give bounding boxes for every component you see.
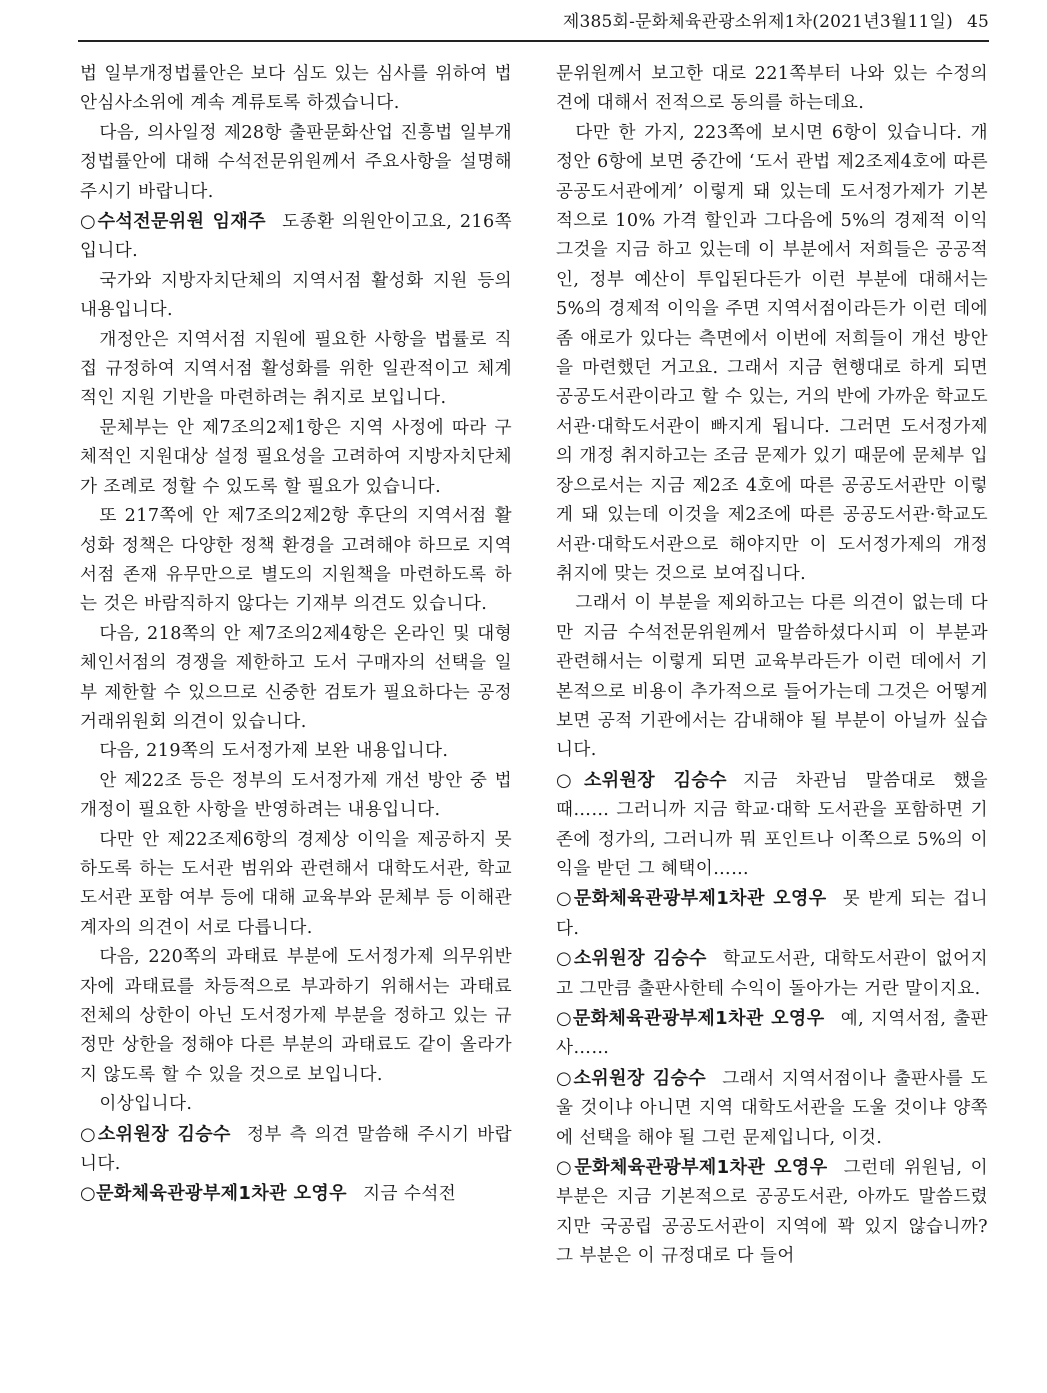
speech-paragraph bbox=[556, 1064, 988, 1153]
speech-paragraph bbox=[80, 1120, 512, 1180]
speech-text: 예, 지역서점, 출판사…… bbox=[556, 1009, 988, 1059]
speaker-name: ○문화체육관광부제1차관 오영우 bbox=[556, 1008, 825, 1029]
speech-text: 지금 차관님 말씀대로 했을 때…… 그러니까 지금 학교·대학 도서관을 포함하면 기존에 정가의, 그러니까 뭐 포인트나 이쪽으로 5%의 이익을 받던 그 혜택이…… bbox=[556, 770, 988, 879]
body-paragraph: 다음, 220쪽의 과태료 부분에 도서정가제 의무위반자에 과태료를 차등적으로 부과하기 위해서는 과태료 전체의 상한이 아닌 도서정가제 부분을 정하고 있는 규정만 상한을 정해야 다른 부분의 과태료도 같이 올라가지 않도록 할 수 있을 것으로 보입니다. bbox=[80, 947, 512, 1085]
speaker-name: ○문화체육관광부제1차관 오영우 bbox=[556, 888, 827, 910]
body-paragraph: 다만 한 가지, 223쪽에 보시면 6항이 있습니다. 개정안 6항에 보면 중간에 ‘도서 관법 제2조제4호에 따른 공공도서관에게’ 이렇게 돼 있는데 도서정가제가 기본적으로 10% 가격 할인과 그다음에 5%의 경제적 이익 그것을 지금 하고 있는데 이 부분에서 저희들은 공공적인, 정부 예산이 투입된다든가 이런 부분에 대해서는 5%의 경제적 이익을 주면 지역서점이라든가 이런 데에 좀 애로가 있다는 측면에서 이번에 저희들이 개선 방안을 마련했던 거고요. 그래서 지금 현행대로 하게 되면 공공도서관이라고 할 수 있는, 거의 반에 가까운 학교도서관·대학도서관이 빠지게 됩니다. 그러면 도서정가제의 개정 취지하고는 조금 문제가 있기 때문에 문체부 입장으로서는 지금 제2조 4호에 따른 공공도서관만 이렇게 돼 있는데 이것을 제2조에 따른 공공도서관·학교도서관·대학도서관으로 해야지만 이 도서정가제의 개정 취지에 맞는 것으로 보여집니다. bbox=[556, 122, 988, 584]
right-column bbox=[556, 60, 988, 1272]
speaker-name: ○문화체육관광부제1차관 오영우 bbox=[556, 1157, 828, 1179]
speech-text: 그래서 지역서점이나 출판사를 도울 것이냐 아니면 지역 대학도서관을 도울 것이냐 양쪽에 선택을 해야 될 그런 문제입니다, 이것. bbox=[556, 1068, 988, 1148]
body-paragraph: 그래서 이 부분을 제외하고는 다른 의견이 없는데 다만 지금 수석전문위원께서 말씀하셨다시피 이 부분과 관련해서는 이렇게 되면 교육부라든가 이런 데에서 기본적으로 비용이 추가적으로 들어가는데 그것은 어떻게 보면 공적 기관에서는 감내해야 될 부분이 아닐까 싶습니다. bbox=[556, 593, 988, 761]
speech-paragraph bbox=[556, 944, 988, 1004]
page-header bbox=[78, 8, 989, 42]
speaker-name: ○문화체육관광부제1차관 오영우 bbox=[80, 1183, 347, 1205]
body-paragraph: 또 217쪽에 안 제7조의2제2항 후단의 지역서점 활성화 정책은 다양한 정책 환경을 고려해야 하므로 지역서점 존재 유무만으로 별도의 지원책을 마련하도록 하는 것은 바람직하지 않다는 기재부 의견도 있습니다. bbox=[80, 506, 512, 615]
speaker-name: ○소위원장 김승수 bbox=[80, 1123, 231, 1145]
speech-text: 도종환 의원안이고요, 216쪽입니다. bbox=[80, 212, 512, 262]
speech-text: 지금 수석전 bbox=[363, 1184, 457, 1205]
body-paragraph: 국가와 지방자치단체의 지역서점 활성화 지원 등의 내용입니다. bbox=[80, 270, 512, 321]
body-paragraph: 문체부는 안 제7조의2제1항은 지역 사정에 따라 구체적인 지원대상 설정 필요성을 고려하여 지방자치단체가 조례로 정할 수 있도록 할 필요가 있습니다. bbox=[80, 417, 512, 497]
speech-text: 못 받게 되는 겁니다. bbox=[556, 889, 988, 939]
body-paragraph: 법 일부개정법률안은 보다 심도 있는 심사를 위하여 법안심사소위에 계속 계류토록 하겠습니다. bbox=[80, 64, 512, 114]
page-number: 45 bbox=[966, 12, 989, 32]
speech-paragraph bbox=[80, 1179, 512, 1209]
left-column bbox=[80, 60, 512, 1210]
speaker-name: ○수석전문위원 임재주 bbox=[80, 211, 266, 233]
header-title: 제385회-문화체육관광소위제1차(2021년3월11일) bbox=[562, 12, 953, 32]
speech-paragraph bbox=[556, 884, 988, 944]
speaker-name: ○소위원장 김승수 bbox=[556, 948, 707, 970]
body-paragraph: 다만 안 제22조제6항의 경제상 이익을 제공하지 못하도록 하는 도서관 범위와 관련해서 대학도서관, 학교도서관 포함 여부 등에 대해 교육부와 문체부 등 이해관계자의 의견이 서로 다릅니다. bbox=[80, 829, 512, 938]
speech-paragraph bbox=[556, 1004, 988, 1064]
body-paragraph: 다음, 218쪽의 안 제7조의2제4항은 온라인 및 대형 체인서점의 경쟁을 제한하고 도서 구매자의 선택을 일부 제한할 수 있으므로 신중한 검토가 필요하다는 공정거래위원회 의견이 있습니다. bbox=[80, 623, 512, 732]
speech-text: 정부 측 의견 말씀해 주시기 바랍니다. bbox=[80, 1124, 512, 1175]
speech-paragraph bbox=[556, 766, 988, 885]
speaker-name: ○소위원장 김승수 bbox=[556, 769, 727, 791]
speaker-name: ○소위원장 김승수 bbox=[556, 1067, 707, 1089]
body-paragraph: 개정안은 지역서점 지원에 필요한 사항을 법률로 직접 규정하여 지역서점 활성화를 위한 일관적이고 체계적인 지원 기반을 마련하려는 취지로 보입니다. bbox=[80, 329, 512, 409]
body-paragraph: 문위원께서 보고한 대로 221쪽부터 나와 있는 수정의견에 대해서 전적으로 동의를 하는데요. bbox=[556, 64, 988, 114]
speech-paragraph bbox=[80, 207, 512, 267]
speech-paragraph bbox=[556, 1153, 988, 1272]
body-paragraph: 안 제22조 등은 정부의 도서정가제 개선 방안 중 법 개정이 필요한 사항을 반영하려는 내용입니다. bbox=[80, 770, 512, 821]
speech-text: 학교도서관, 대학도서관이 없어지고 그만큼 출판사한테 수익이 돌아가는 거란 말이지요. bbox=[556, 949, 988, 999]
speech-text: 그런데 위원님, 이 부분은 지금 기본적으로 공공도서관, 아까도 말씀드렸지만 국공립 공공도서관이 지역에 꽉 있지 않습니까? 그 부분은 이 규정대로 다 들어 bbox=[556, 1158, 988, 1267]
body-paragraph: 다음, 의사일정 제28항 출판문화산업 진흥법 일부개정법률안에 대해 수석전문위원께서 주요사항을 설명해 주시기 바랍니다. bbox=[80, 122, 512, 202]
body-paragraph: 이상입니다. bbox=[99, 1094, 193, 1115]
body-paragraph: 다음, 219쪽의 도서정가제 보완 내용입니다. bbox=[99, 741, 449, 762]
